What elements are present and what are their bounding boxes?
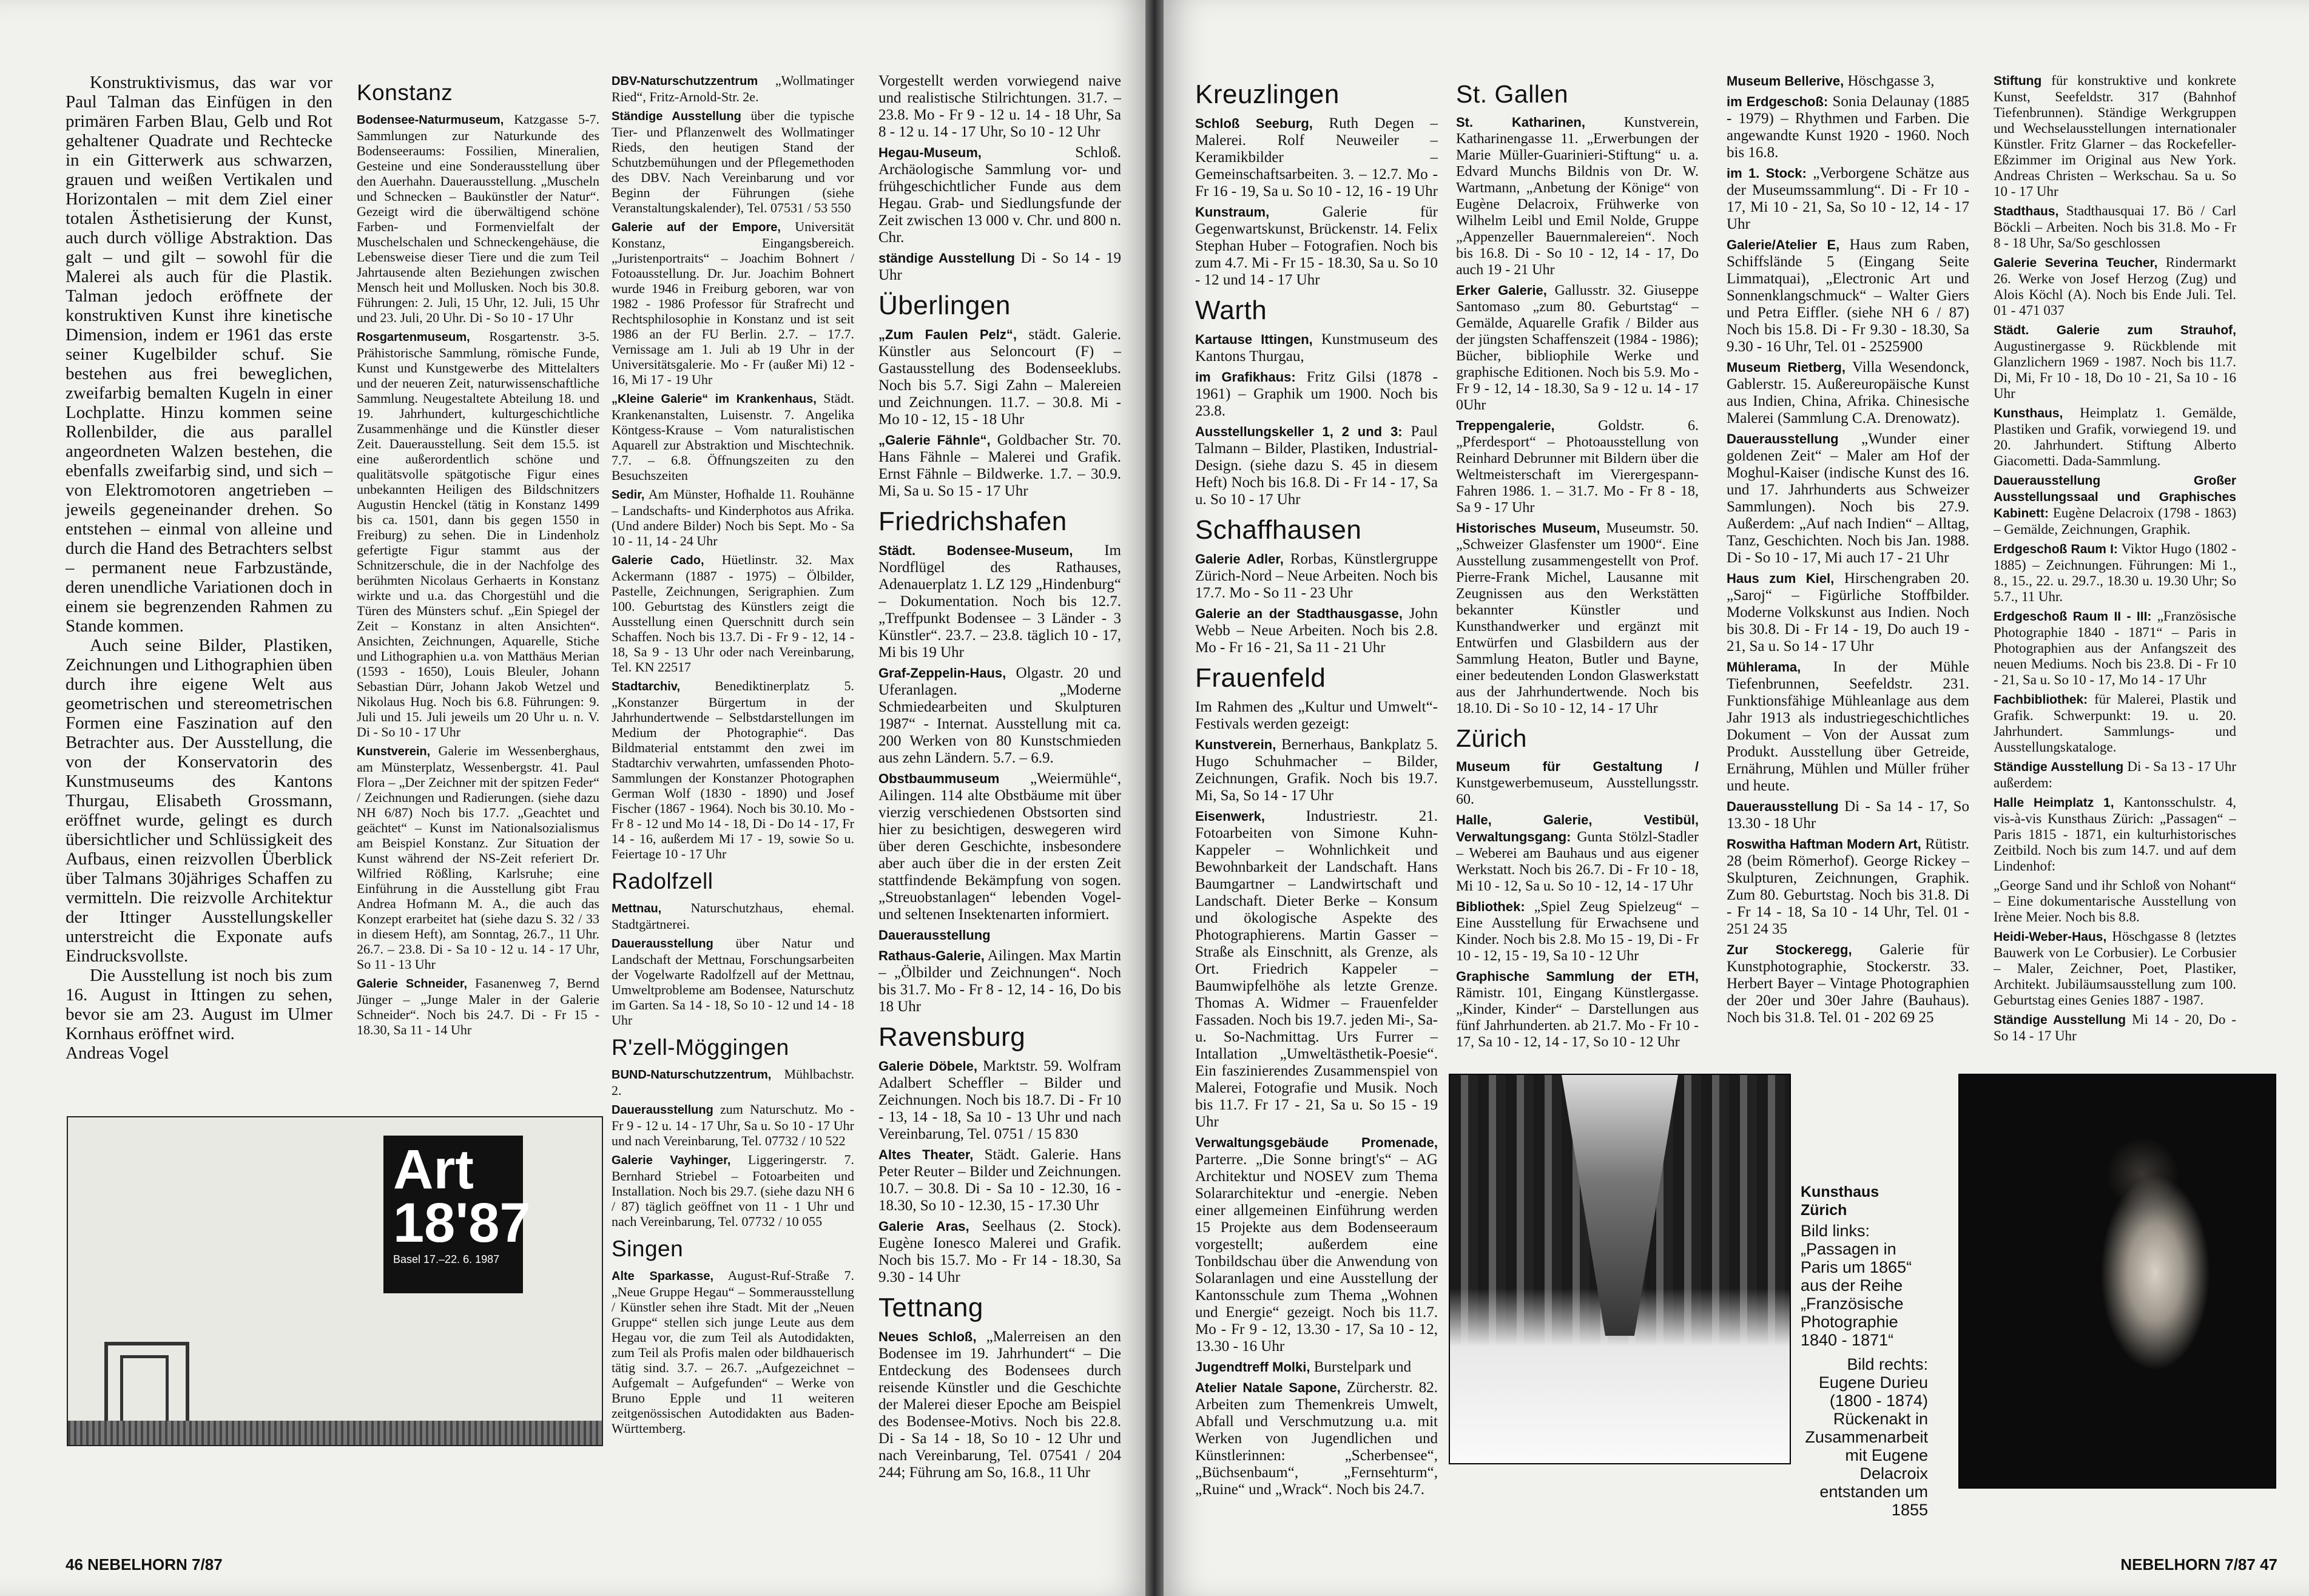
venue-details: Gunta Stölzl-Stadler – Weberei am Bauhaus und aus eigener Werkstatt. Noch bis 26.7. Di - Fr 10 - 18, Mi 10 - 12, Sa u. So 10 - 12, 14 - 17 Uhr xyxy=(1456,829,1699,894)
listing-column-stgallen xyxy=(1456,73,1699,1054)
intro-paragraph: Konstruktivismus, das war vor Paul Talman das Einfügen in den primären Farben Blau, Gelb und Rot gehaltener Quadrate und Rechtecke in ein Gitterwerk aus schwarzen, grauen und weißen Vertikalen und Horizontalen – mit dem Ziel einer totalen Ästhetisierung der Kunst, auch durch völlige Abstraktion. Das galt – und gilt – sowohl für die Malerei als auch für die Plastik. Talman jedoch eröffnete der konstruktiven Kunst ihre kinetische Dimension, indem er 1961 das erste seiner Kugelbilder schuf. Sie bestehen aus frei beweglichen, zweifarbig bemalten Kugeln in einer Lochplatte. Hinzu kommen seine Rollenbilder, die aus parallel angeordneten Walzen bestehen, die ebenfalls zweifarbig sind, und sich – von Elektromotoren angetrieben – jeweils gegeneinander drehen. So entstehen – einmal von alleine und durch die Hand des Betrachters selbst – permanent neue Farbzustände, deren unendliche Variationen doch in einem sie begrenzenden Rahmen zu Stande kommen. xyxy=(66,73,332,636)
venue-name: im 1. Stock: xyxy=(1727,166,1807,181)
venue-details: Stadthausquai 17. Bö / Carl Böckli – Arbeiten. Noch bis 31.8. Mo - Fr 8 - 18 Uhr, Sa/So geschlossen xyxy=(1994,203,2236,251)
listing-entry xyxy=(1195,331,1438,365)
venue-name: Haus zum Kiel, xyxy=(1727,571,1835,586)
intro-article xyxy=(66,73,332,1063)
venue-details: Liggeringerstr. 7. Bernhard Striebel – Fotoarbeiten und Installation. Noch bis 29.7. (siehe dazu NH 6 / 87) täglich geöffnet von 11 - 1 Uhr und nach Vereinbarung, Tel. 07732 / 10 055 xyxy=(612,1152,854,1229)
venue-name: Historisches Museum, xyxy=(1456,520,1600,536)
listing-entry xyxy=(1456,114,1699,278)
venue-details: Viktor Hugo (1802 - 1885) – Zeichnungen. Führungen: Mi 1., 8., 15., 22. u. 29.7., 18.30 u. 19.30 Uhr; So 5.7., 11 Uhr. xyxy=(1994,541,2236,604)
caption-left: Bild links: „Passagen in Paris um 1865“ aus der Reihe „Französische Photographie 1840 - 1871“ xyxy=(1801,1222,1912,1349)
venue-details: Goldbacher Str. 70. Hans Fähnle – Malerei und Grafik. Ernst Fähnle – Bildwerke. 1.7. – 30.9. Mi, Sa u. So 15 - 17 Uhr xyxy=(878,432,1121,499)
venue-details: Städt. Galerie. Hans Peter Reuter – Bilder und Zeichnungen. 10.7. – 30.8. Di - Sa 10 - 12.30, 16 - 18.30, So 10 - 12.30, 15 - 17.30 Uhr xyxy=(878,1146,1121,1214)
venue-details: Paul Talmann – Bilder, Plastiken, Industrial-Design. (siehe dazu S. 45 in diesem Heft) Noch bis 16.8. Di - Fr 14 - 17, Sa u. So 10 - 17 Uhr xyxy=(1195,423,1438,508)
venue-name: Museum Rietberg, xyxy=(1727,360,1846,375)
venue-details: Hüetlinstr. 32. Max Ackermann (1887 - 1975) – Ölbilder, Pastelle, Zeichnungen, Serigraphien. Zum 100. Geburtstag des Künstlers zeigt die Ausstellung einen Querschnitt durch sein Schaffen. Noch bis 13.7. Di - Fr 9 - 12, 14 - 18, Sa 9 - 13 Uhr oder nach Vereinbarung, Tel. KN 22517 xyxy=(612,552,854,675)
city-heading: Zürich xyxy=(1456,724,1527,752)
listing-entry xyxy=(1195,1359,1438,1376)
listing-entry xyxy=(1727,359,1969,427)
venue-name: Kunstverein, xyxy=(1195,737,1276,752)
venue-name: Neues Schloß, xyxy=(878,1329,977,1344)
venue-name: „Kleine Galerie“ im Krankenhaus, xyxy=(612,392,817,406)
venue-name: Bodensee-Naturmuseum, xyxy=(357,113,504,127)
listing-entry xyxy=(1456,898,1699,965)
listing-entry xyxy=(612,391,854,483)
venue-details: Mühlbachstr. 2. xyxy=(612,1066,854,1098)
venue-details: Seelhaus (2. Stock). Eugène Ionesco Malerei und Grafik. Noch bis 15.7. Mo - Fr 14 - 18.30, Sa 9.30 - 14 Uhr xyxy=(878,1218,1121,1285)
listing-entry xyxy=(878,1058,1121,1143)
venue-name: St. Katharinen, xyxy=(1456,115,1585,130)
gutter xyxy=(1145,0,1164,1596)
listing-entry xyxy=(1195,736,1438,804)
venue-name: Alte Sparkasse, xyxy=(612,1270,714,1283)
venue-name: Galerie an der Stadthausgasse, xyxy=(1195,606,1403,621)
venue-details: Galerie im Wessenberghaus, am Münsterplatz, Wessenbergstr. 41. Paul Flora – „Der Zeichner mit der spitzen Feder“ / Zeichnungen und Radierungen. (siehe dazu NH 6/87) Noch bis 17.7. „Geachtet und geächtet“ – Kunst im Nationalsozialismus am Beispiel Konstanz. Zur Situation der Kunst während der NS-Zeit referiert Dr. Wilfried Rößling, Karlsruhe; eine Einführung in die Ausstellung gibt Frau Andrea Hofmann M. A., die auch das Konzept erarbeitet hat (siehe dazu S. 32 / 33 in diesem Heft), am Sonntag, 26.7., 11 Uhr. 26.7. – 23.8. Di - Sa 10 - 12 u. 14 - 17 Uhr, So 11 - 13 Uhr xyxy=(357,743,599,972)
venue-details: Goldstr. 6. „Pferdesport“ – Photoausstellung von Reinhard Debrunner mit Bildern über die Weltmeisterschaft im Vierergespann-Fahren 1986. 1. – 31.7. Mo - Fr 8 - 18, Sa 9 - 17 Uhr xyxy=(1456,418,1699,516)
venue-name: Kunstraum, xyxy=(1195,204,1270,220)
city-heading: Friedrichshafen xyxy=(878,507,1067,536)
venue-name: Dauerausstellung xyxy=(1727,431,1839,446)
venue-details: Di - So 14 - 19 Uhr xyxy=(878,250,1121,283)
listing-column-ueberlingen xyxy=(878,73,1121,1485)
venue-details: Augustinergasse 9. Rückblende mit Glanzlichern 1969 - 1987. Noch bis 11.7. Di, Mi, Fr 10 - 18, Do 10 - 21, Sa 10 - 16 Uhr xyxy=(1994,338,2236,401)
city-heading: Singen xyxy=(612,1236,684,1261)
venue-name: Ausstellungskeller 1, 2 und 3: xyxy=(1195,424,1403,439)
listing-entry xyxy=(1727,431,1969,567)
city-heading: Konstanz xyxy=(357,80,453,105)
venue-name: Hegau-Museum, xyxy=(878,145,982,160)
intro-paragraph: Auch seine Bilder, Plastiken, Zeichnungen und Lithographien üben durch ihre eigene Welt aus geometrischen und stereometrischen Formen eine Faszination auf den Betrachter aus. Der Ausstellung, die von der Konservatorin des Kunstmuseums des Kantons Thurgau, Elisabeth Grossmann, eröffnet wurde, gelingt es durch übersichtlicher und Schlüssigkeit des Aufbaus, einen reizvollen Überblick über Talmans 30jähriges Schaffen zu vermitteln. Die reizvolle Architektur der Ittinger Ausstellungskeller unterstreicht die Exponate aufs Eindrucksvollste. xyxy=(66,636,332,966)
listing-entry xyxy=(1195,1379,1438,1498)
venue-name: Städt. Bodensee-Museum, xyxy=(878,543,1073,558)
venue-details: Burstelpark und xyxy=(1313,1359,1412,1375)
venue-name: Mettnau, xyxy=(612,902,662,915)
city-heading: Tettnang xyxy=(878,1293,983,1322)
venue-name: Galerie Schneider, xyxy=(357,977,468,991)
venue-name: Sedir, xyxy=(612,488,645,502)
listing-entry xyxy=(1994,473,2236,537)
city-heading: Frauenfeld xyxy=(1195,663,1326,693)
venue-name: Dauerausstellung xyxy=(612,1103,713,1117)
venue-name: Graf-Zeppelin-Haus, xyxy=(878,665,1006,681)
venue-name: Mühlerama, xyxy=(1727,659,1801,675)
venue-details: Rosgartenstr. 3-5. Prähistorische Sammlung, römische Funde, Kunst und Kunstgewerbe des Mittelalters und der neueren Zeit, naturwissenschaftliche Sammlung. Neugestaltete Abteilung 18. und 19. Jahrhundert, kulturgeschichtliche Zusammenhänge und die Künstler dieser Zeit. Dauerausstellung. Seit dem 15.5. ist eine außerordentlich schöne und qualitätsvolle spätgotische Figur eines unbekannten Heiligen des Bildschnitzers Augustin Henckel (tätig in Konstanz 1499 bis ca. 1501, dann bis gegen 1550 in Freiburg) zu sehen. Die in Lindenholz gefertigte Figur stammt aus der Schnitzerschule, die in der Nachfolge des berühmten Nicolaus Gerhaerts in Konstanz wirkte und u.a. das Chorgestühl und die Türen des Münsters schuf. „Ein Spiegel der Zeit – Konstanz in alten Ansichten“. Ansichten, Zeichnungen, Aquarelle, Stiche und Lithographien u.a. von Matthäus Merian (1593 - 1650), Louis Bleuler, Johann Sebastian Dürr, Johann Jakob Wetzel und Nikolaus Hug. Noch bis 6.8. Führungen: 9. Juli und 15. Juli jeweils um 20 Uhr u. n. V. Di - So 10 - 17 Uhr xyxy=(357,329,599,739)
venue-details: Di - Sa 14 - 17, So 13.30 - 18 Uhr xyxy=(1727,798,1969,832)
listing-entry xyxy=(1994,1012,2236,1044)
art-basel-poster xyxy=(67,1116,603,1446)
listing-column-kreuzlingen xyxy=(1195,73,1438,1502)
listing-entry xyxy=(1727,237,1969,355)
venue-name: Stadtarchiv, xyxy=(612,680,680,693)
venue-name: Dauerausstellung Großer Ausstellungssaal und Graphisches Kabinett: xyxy=(1994,474,2236,520)
venue-details: Schloß. Archäologische Sammlung vor- und frühgeschichtlicher Funde aus dem Hegau. Grab- und Siedlungsfunde der Zeit zwischen 13 000 v. Chr. und 800 n. Chr. xyxy=(878,144,1121,246)
listing-column-bellerive xyxy=(1727,73,1969,1030)
venue-details: Galerie für Kunstphotographie, Stockerstr. 33. Herbert Bayer – Vintage Photographien der 20er und 30er Jahre (Bauhaus). Noch bis 31.8. Tel. 01 - 202 69 25 xyxy=(1727,941,1969,1026)
listing-entry xyxy=(878,542,1121,661)
venue-details: Im Rahmen des „Kultur und Umwelt“-Festivals werden gezeigt: xyxy=(1195,699,1438,732)
venue-name: Jugendtreff Molki, xyxy=(1195,1359,1310,1375)
venue-name: Galerie Adler, xyxy=(1195,551,1284,567)
listing-entry xyxy=(1727,93,1969,161)
city-heading: Kreuzlingen xyxy=(1195,79,1340,109)
venue-details: Olgastr. 20 und Uferanlagen. „Moderne Schmiedearbeiten und Skulpturen 1987“ - Internat. Ausstellung mit ca. 200 Werken von 80 Kunstschmieden aus zehn Ländern. 5.7. – 6.9. xyxy=(878,665,1121,766)
listing-entry xyxy=(878,1146,1121,1214)
venue-details: Museumstr. 50. „Schweizer Glasfenster um 1900“. Eine Ausstellung zusammengestellt von Prof. Pierre-Frank Michel, Lausanne mit Zeugnissen aus den Werkstätten bekannter Künstler und Kunsthandwerker und ergänzt mit Entwürfen und Glasbildern aus der Sammlung Heaton, Butler und Bayne, einer bedeutenden London Glaswerkstatt aus der Jahrhundertwende. Noch bis 18.10. Di - So 10 - 12, 14 - 17 Uhr xyxy=(1456,520,1699,716)
venue-name: im Erdgeschoß: xyxy=(1727,94,1829,109)
venue-name: Galerie Döbele, xyxy=(878,1059,977,1074)
venue-details: Universität Konstanz, Eingangsbereich. „Juristenportraits“ – Joachim Bohnert / Fotoausstellung. Dr. Jur. Joachim Bohnert wurde 1946 in Freiburg geboren, war von 1982 - 1986 Professor für Strafrecht und Rechtsphilosophie in Konstanz und ist seit 1986 an der FU Berlin. 2.7. – 17.7. Vernissage am 1. Juli ab 19 Uhr in der Universitätsgalerie. Mo - Fr (außer Mi) 12 - 16, Mi 17 - 19 Uhr xyxy=(612,219,854,387)
venue-details: Gallusstr. 32. Giuseppe Santomaso „zum 80. Geburtstag“ – Gemälde, Aquarelle Grafik / Bilder aus der jüngsten Schaffenszeit (1984 - 1986); Bücher, bibliophile Werke und graphische Editionen. Noch bis 5.9. Mo - Fr 9 - 12, 14 - 18.30, Sa 9 - 12 u. 14 - 17 0Uhr xyxy=(1456,283,1699,413)
venue-details: „Wollmatinger Ried“, Fritz-Arnold-Str. 2e. xyxy=(612,73,854,104)
caption-head: Kunsthaus Zürich xyxy=(1801,1184,1879,1219)
venue-name: Dauerausstellung xyxy=(612,937,713,951)
venue-name: Ständige Ausstellung xyxy=(1994,760,2124,774)
venue-name: Altes Theater, xyxy=(878,1147,974,1162)
caption-right: Bild rechts: Eugene Durieu (1800 - 1874) Rückenakt in Zusammenarbeit mit Eugene Delacroix entstanden um 1855 xyxy=(1805,1355,1928,1519)
venue-details: Katzgasse 5-7. Sammlungen zur Naturkunde des Bodenseeraums: Fossilien, Mineralien, Gesteine und eine Sonderausstellung über den Auerhahn. Dauerausstellung. „Muscheln und Schnecken – Baukünstler der Natur“. Gezeigt wird die überwältigend schöne Farben- und Formenvielfalt der Muschelschalen und Schneckengehäuse, die Lebensweise dieser Tiere und die zum Teil Jahrtausende alten Beziehungen zwischen Mensch heit und Mollusken. Noch bis 30.8. Führungen: 2. Juli, 15 Uhr, 12. Juli, 15 Uhr und 23. Juli, 20 Uhr. Di - So 10 - 17 Uhr xyxy=(357,112,599,325)
venue-name: „Zum Faulen Pelz“, xyxy=(878,327,1017,342)
listing-entry xyxy=(1195,808,1438,1131)
listing-entry xyxy=(612,108,854,215)
listing-entry xyxy=(1456,417,1699,516)
listing-entry xyxy=(1195,605,1438,656)
page-number: 47 xyxy=(2260,1555,2277,1574)
venue-details: August-Ruf-Straße 7. „Neue Gruppe Hegau“ – Sommerausstellung / Künstler sehen ihre Stadt. Mit der „Neuen Gruppe“ stellen sich junge Leute aus dem Hegau vor, die zum Teil als Autodidakten, zum Teil als Profis malen oder bildhauerisch tätig sind. 3.7. – 26.7. „Aufgezeichnet – Aufgemalt – Aufgefunden“ – Werke von Bruno Epple und 11 weiteren zeitgenössischen Autodidakten aus Baden-Württemberg. xyxy=(612,1268,854,1436)
listing-entry xyxy=(1195,369,1438,420)
venue-name: Erdgeschoß Raum II - III: xyxy=(1994,610,2152,624)
poster-doorway xyxy=(104,1342,189,1421)
listing-entry xyxy=(1456,968,1699,1051)
venue-details: „Französische Photographie 1840 - 1871“ – Paris in Photographien aus der Anfangszeit des neuen Mediums. Noch bis 23.8. Di - Fr 10 - 21, Sa u. So 10 - 17, Mo 14 - 17 Uhr xyxy=(1994,608,2236,687)
listing-entry xyxy=(612,219,854,387)
city-heading: Schaffhausen xyxy=(1195,515,1362,545)
passage-vault xyxy=(1547,1075,1693,1336)
listing-entry xyxy=(1994,759,2236,791)
venue-name: Galerie auf der Empore, xyxy=(612,221,781,234)
venue-details: Rütistr. 28 (beim Römerhof). George Rickey – Skulpturen, Zeichnungen, Graphik. Zum 80. Geburtstag. Noch bis 31.8. Di - Fr 14 - 18, Sa 10 - 14 Uhr, Tel. 01 - 251 24 35 xyxy=(1727,836,1969,937)
venue-details: zum Naturschutz. Mo - Fr 9 - 12 u. 14 - 17 Uhr, Sa u. So 10 - 17 Uhr und nach Vereinbarung, Tel. 07732 / 10 522 xyxy=(612,1102,854,1148)
venue-name: Stiftung xyxy=(1994,74,2042,88)
listing-entry xyxy=(1456,812,1699,895)
venue-details: Vorgestellt werden vorwiegend naive und realistische Stilrichtungen. 31.7. – 23.8. Mo - Fr 9 - 12 u. 14 - 18 Uhr, Sa 8 - 12 u. 14 - 17 Uhr, So 10 - 12 Uhr xyxy=(878,73,1121,140)
venue-details: Haus zum Raben, Schiffslände 5 (Eingang Seite Limmatquai), „Electronic Art und Sonnenklangschmuck“ – Walter Giers und Petra Eiffler. (siehe NH 6 / 87) Noch bis 15.8. Di - Fr 9.30 - 18.30, Sa 9.30 - 16 Uhr, Tel. 01 - 2525900 xyxy=(1727,237,1969,355)
venue-details: Hirschengraben 20. „Saroj“ – Figürliche Stoffbilder. Moderne Volkskunst aus Indien. Noch bis 30.8. Di - Fr 14 - 19, Do auch 19 - 21, Sa u. So 14 - 17 Uhr xyxy=(1727,570,1969,655)
poster-floor xyxy=(68,1421,602,1445)
venue-details: Mi 14 - 20, Do - So 14 - 17 Uhr xyxy=(1994,1012,2236,1043)
venue-details: Naturschutzhaus, ehemal. Stadtgärtnerei. xyxy=(612,900,854,932)
venue-name: Fachbibliothek: xyxy=(1994,693,2088,707)
listing-entry xyxy=(878,948,1121,1015)
venue-name: Städt. Galerie zum Strauhof, xyxy=(1994,323,2236,337)
venue-details: Bernerhaus, Bankplatz 5. Hugo Schuhmacher – Bilder, Zeichnungen, Grafik. Noch bis 19.7. Mi, Sa, So 14 - 17 Uhr xyxy=(1195,736,1438,804)
venue-name: Museum für Gestaltung / xyxy=(1456,759,1699,774)
listing-entry xyxy=(878,144,1121,246)
venue-name: Kartause Ittingen, xyxy=(1195,332,1313,347)
venue-name: Museum Bellerive, xyxy=(1727,73,1844,89)
listing-entry xyxy=(878,326,1121,428)
venue-details: In der Mühle Tiefenbrunnen, Seefeldstr. 231. Funktionsfähige Mühleanlage aus dem Jahr 1913 als industriegeschichtliches Dokument – Von der Aussat zum Produkt. Ausstellung über Getreide, Ernährung, Mühlen und Müller früher und heute. xyxy=(1727,659,1969,794)
listing-entry xyxy=(612,935,854,1028)
listing-entry xyxy=(878,1328,1121,1481)
venue-details: Höschgasse 3, xyxy=(1847,73,1935,89)
listing-entry xyxy=(1994,795,2236,874)
venue-name: Verwaltungsgebäude Promenade, xyxy=(1195,1135,1438,1150)
venue-details: Fritz Gilsi (1878 - 1961) – Graphik um 1900. Noch bis 23.8. xyxy=(1195,369,1438,419)
listing-entry xyxy=(1456,520,1699,717)
venue-details: Benediktinerplatz 5. „Konstanzer Bürgertum in der Jahrhundertwende – Selbstdarstellungen im Medium der Photographie“. Das Bildmaterial entstammt den zwei im Stadtarchiv verwahrten, umfassenden Photo-Sammlungen der Konstanzer Photographen German Wolf (1830 - 1890) und Josef Fischer (1867 - 1964). Noch bis 30.10. Mo - Fr 8 - 12 und Mo 14 - 18, Di - Do 14 - 17, Fr 14 - 16, außerdem Mi 17 - 19, sowie So u. Feiertage 10 - 17 Uhr xyxy=(612,678,854,861)
venue-name: Dauerausstellung xyxy=(878,928,991,943)
venue-name: Galerie Aras, xyxy=(878,1219,969,1234)
venue-name: Galerie Vayhinger, xyxy=(612,1154,731,1167)
listing-entry xyxy=(357,329,599,739)
venue-name: Rosgartenmuseum, xyxy=(357,331,470,344)
venue-details: Parterre. „Die Sonne bringt's“ – AG Architektur und NOSEV zum Thema Solararchitektur und -energie. Neben einer allgemeinen Einführung werden 15 Projekte aus dem Bodenseeraum vorgestellt; außerdem eine Tonbildschau über die Anwendung von Solaranlagen und eine Ausstellung der Kantonsschule zum Thema „Wohnen und Energie“ gezeigt. Noch bis 11.7. Mo - Fr 9 - 12, 13.30 - 17, Sa 10 - 12, 13.30 - 16 Uhr xyxy=(1195,1151,1438,1355)
magazine-issue: NEBELHORN 7/87 xyxy=(87,1555,223,1574)
listing-entry xyxy=(1195,204,1438,289)
poster-frame xyxy=(383,1136,531,1293)
photo-caption xyxy=(1801,1183,1928,1519)
venue-name: Halle, Galerie, Vestibül, Verwaltungsgang: xyxy=(1456,812,1699,844)
venue-details: Im Nordflügel des Rathauses, Adenauerplatz 1. LZ 129 „Hindenburg“ – Dokumentation. Noch bis 12.7. „Treffpunkt Bodensee – 3 Länder - 3 Künstler“. 23.7. – 23.8. täglich 10 - 17, Mi bis 19 Uhr xyxy=(878,542,1121,661)
listing-entry xyxy=(1456,758,1699,808)
venue-name: Treppengalerie, xyxy=(1456,418,1555,433)
listing-entry xyxy=(357,975,599,1037)
venue-name: im Grafikhaus: xyxy=(1195,369,1296,385)
venue-name: ständige Ausstellung xyxy=(878,251,1015,266)
venue-details: Galerie für Gegenwartskunst, Brückenstr. 14. Felix Stephan Huber – Fotografien. Noch bis zum 4.7. Mi - Fr 15 - 18.30, Sa u. So 10 - 12 und 14 - 17 Uhr xyxy=(1195,204,1438,288)
city-heading: Radolfzell xyxy=(612,869,713,894)
venue-name: DBV-Naturschutzzentrum xyxy=(612,75,758,88)
author: Andreas Vogel xyxy=(66,1043,169,1063)
venue-name: Zur Stockeregg, xyxy=(1727,942,1852,957)
venue-details: Ailingen. Max Martin – „Ölbilder und Zeichnungen“. Noch bis 31.7. Mo - Fr 8 - 12, 14 - 16, Do bis 18 Uhr xyxy=(878,948,1121,1015)
listing-entry xyxy=(357,112,599,325)
listing-entry xyxy=(1994,255,2236,318)
venue-details: „Verborgene Schätze aus der Museumssammlung“. Di - Fr 10 - 17, Mi 10 - 21, Sa, So 10 - 12, 14 - 17 Uhr xyxy=(1727,165,1969,232)
venue-details: Kantonsschulstr. 4, vis-à-vis Kunsthaus Zürich: „Passagen“ – Paris 1815 - 1871, ein kulturhistorisches Zeitbild. Noch bis zum 14.7. und auf dem Lindenhof: xyxy=(1994,795,2236,874)
poster-title: Art 18'87 xyxy=(393,1139,531,1254)
listing-entry xyxy=(1727,165,1969,233)
listing-entry xyxy=(1994,73,2236,200)
listing-entry xyxy=(612,1066,854,1098)
venue-details: für konstruktive und konkrete Kunst, Seefeldstr. 317 (Bahnhof Tiefenbrunnen). Ständige Werkgruppen und Wechselausstellungen internationaler Künstler. Fritz Glarner – das Rockefeller-Eßzimmer im Original aus New York. Andreas Christen – Werkschau. Sa u. So 10 - 17 Uhr xyxy=(1994,73,2236,199)
venue-details: Rorbas, Künstlergruppe Zürich-Nord – Neue Arbeiten. Noch bis 17.7. Mo - So 11 - 23 Uhr xyxy=(1195,551,1438,601)
venue-name: Rathaus-Galerie, xyxy=(878,948,985,963)
listing-column-konstanz xyxy=(357,73,599,1041)
listing-entry xyxy=(1727,73,1969,90)
venue-details: Eugène Delacroix (1798 - 1863) – Gemälde, Zeichnungen, Graphik. xyxy=(1994,505,2236,537)
listing-entry xyxy=(1727,659,1969,795)
venue-details: Industriestr. 21. Fotoarbeiten von Simone Kuhn-Kappeler – Wohnlichkeit und Bewohnbarkeit der Landschaft. Hans Baumgartner – Landwirtschaft und Landschaft. Dieter Berke – Konsum und ökologische Aspekte des Photographierens. Martin Gasser – Straße als Einschnitt, als Grenze, als Ort. Friedrich Kappeler – Baumwipfelhöhe als letzte Grenze. Thomas A. Widmer – Frauenfelder Fassaden. Noch bis 19.7. jeden Mi-, Sa- u. So-Nachmittag. Urs Furrer – Intallation „Umweltästhetik-Poesie“. Ein faszinierendes Zusammenspiel von Malerei, Fotografie und Musik. Noch bis 11.7. Fr 17 - 21, Sa u. So 15 - 19 Uhr xyxy=(1195,808,1438,1130)
listing-entry xyxy=(878,1218,1121,1286)
city-heading: St. Gallen xyxy=(1456,80,1569,108)
venue-details: über die typische Tier- und Pflanzenwelt des Wollmatinger Rieds, den heutigen Stand der Schutzbemühungen und der Pflegemethoden des DBV. Nach Vereinbarung und vor Beginn der Führungen (siehe Veranstaltungskalender), Tel. 07531 / 53 550 xyxy=(612,108,854,215)
listing-column-stiftung xyxy=(1994,73,2236,1048)
venue-details: Kunstmuseum des Kantons Thurgau, xyxy=(1195,331,1438,365)
venue-name: BUND-Naturschutzzentrum, xyxy=(612,1068,772,1082)
listing-entry xyxy=(612,1268,854,1436)
venue-name: Galerie/Atelier E, xyxy=(1727,237,1840,252)
nude-photo xyxy=(1958,1074,2276,1489)
venue-details: für Malerei, Plastik und Grafik. Schwerpunkt: 19. u. 20. Jahrhundert. Sammlungs- und Ausstellungskataloge. xyxy=(1994,692,2236,755)
venue-details: „Weiermühle“, Ailingen. 114 alte Obstbäume mit über vierzig verschiedenen Obstsorten sind hier zu besichtigen, deswegeren wird über deren Geschichte, insbesondere aber auch über die in der ersten Zeit stattfindende Bekämpfung von sogen. „Streuobstanlagen“ lebenden Vogel- und seltenen Insektenarten informiert. xyxy=(878,770,1121,923)
venue-details: Städt. Krankenanstalten, Luisenstr. 7. Angelika Köntgess-Krause – Vom naturalistischen Aquarell zur Abstraktion und Mischtechnik. 7.7. – 6.8. Öffnungszeiten zu den Besuchszeiten xyxy=(612,391,854,483)
listing-entry xyxy=(612,73,854,104)
listing-entry xyxy=(1994,878,2236,925)
venue-name: Ständige Ausstellung xyxy=(612,110,741,123)
listing-entry xyxy=(1994,608,2236,688)
venue-details: „Spiel Zeug Spielzeug“ – Eine Ausstellung für Erwachsene und Kinder. Noch bis 2.8. Mo 15 - 19, Di - Fr 10 - 12, 15 - 19, Sa 10 - 12 Uhr xyxy=(1456,899,1699,964)
venue-details: Am Münster, Hofhalde 11. Rouhänne – Landschafts- und Kinderphotos aus Afrika. (Und andere Bilder) Noch bis Sept. Mo - Sa 10 - 11, 14 - 24 Uhr xyxy=(612,487,854,548)
venue-name: Roswitha Haftman Modern Art, xyxy=(1727,837,1921,852)
venue-details: städt. Galerie. Künstler aus Seloncourt (F) – Gastausstellung des Bodenseeklubs. Noch bis 5.7. Sigi Zahn – Malereien und Zeichnungen. 11.7. – 30.8. Mi - Mo 10 - 12, 15 - 18 Uhr xyxy=(878,326,1121,428)
listing-entry xyxy=(1195,1134,1438,1355)
passage-photo xyxy=(1449,1074,1791,1464)
magazine-issue: NEBELHORN 7/87 xyxy=(2120,1555,2256,1574)
venue-details: „George Sand und ihr Schloß von Nohant“ – Eine dokumentarische Ausstellung von Irène Meier. Noch bis 8.8. xyxy=(1994,878,2236,924)
intro-paragraph: Die Ausstellung ist noch bis zum 16. August in Ittingen zu sehen, bevor sie am 23. August im Ulmer Kornhaus eröffnet wird. xyxy=(66,966,332,1043)
listing-entry xyxy=(878,927,1121,944)
venue-name: Erdgeschoß Raum I: xyxy=(1994,542,2118,556)
listing-entry xyxy=(878,250,1121,284)
venue-details: Rämistr. 101, Eingang Künstlergasse. „Kinder, Kinder“ – Darstellungen aus fünf Jahrhunderten. ab 21.7. Mo - Fr 10 - 17, Sa 10 - 12, 14 - 17, So 10 - 12 Uhr xyxy=(1456,985,1699,1050)
listing-entry xyxy=(878,73,1121,141)
listing-column-dbv xyxy=(612,73,854,1439)
city-heading: Überlingen xyxy=(878,291,1011,320)
venue-name: Stadthaus, xyxy=(1994,204,2059,218)
venue-name: „Galerie Fähnle“, xyxy=(878,433,991,448)
venue-name: Bibliothek: xyxy=(1456,899,1525,914)
listing-entry xyxy=(1994,929,2236,1008)
listing-entry xyxy=(612,900,854,932)
venue-details: Sonia Delaunay (1885 - 1979) – Rhythmen und Farben. Die angewandte Kunst 1920 - 1960. Noch bis 16.8. xyxy=(1727,93,1969,161)
city-heading: R'zell-Möggingen xyxy=(612,1035,789,1060)
footer-right xyxy=(2120,1555,2277,1574)
venue-details: Rindermarkt 26. Werke von Josef Herzog (Zug) und Alois Köchl (A). Noch bis Ende Juli. Tel. 01 - 471 037 xyxy=(1994,255,2236,318)
listing-entry xyxy=(612,487,854,548)
listing-entry xyxy=(1727,570,1969,655)
venue-name: Schloß Seeburg, xyxy=(1195,116,1313,131)
listing-entry xyxy=(878,770,1121,923)
listing-entry xyxy=(878,665,1121,767)
venue-details: John Webb – Neue Arbeiten. Noch bis 2.8. Mo - Fr 16 - 21, Sa 11 - 21 Uhr xyxy=(1195,605,1438,656)
venue-name: Heidi-Weber-Haus, xyxy=(1994,930,2107,944)
footer-left xyxy=(66,1555,223,1574)
venue-name: Galerie Severina Teucher, xyxy=(1994,256,2158,270)
left-page xyxy=(0,0,1145,1596)
city-heading: Ravensburg xyxy=(878,1022,1026,1052)
listing-entry xyxy=(357,743,599,972)
venue-details: Ruth Degen – Malerei. Rolf Neuweiler – Keramikbilder – Gemeinschaftsarbeiten. 3. – 12.7. Mo - Fr 16 - 19, Sa u. So 10 - 12, 16 - 19 Uhr xyxy=(1195,115,1438,200)
listing-entry xyxy=(1456,282,1699,414)
listing-entry xyxy=(1195,115,1438,200)
listing-entry xyxy=(612,678,854,861)
venue-details: Zürcherstr. 82. Arbeiten zum Themenkreis Umwelt, Abfall und Verschmutzung u.a. mit Werken von Jugendlichen und Künstlerinnen: „Scherbensee“, „Büchsenbaum“, „Fernsehturm“, „Ruine“ und „Wrack“. Noch bis 24.7. xyxy=(1195,1379,1438,1498)
venue-name: Ständige Ausstellung xyxy=(1994,1013,2126,1027)
venue-details: Kunstgewerbemuseum, Ausstellungsstr. 60. xyxy=(1456,775,1699,807)
venue-name: Galerie Cado, xyxy=(612,554,704,567)
listing-entry xyxy=(1195,551,1438,602)
listing-entry xyxy=(1994,405,2236,469)
listing-entry xyxy=(1994,203,2236,251)
venue-details: Heimplatz 1. Gemälde, Plastiken und Grafik, vorwiegend 19. und 20. Jahrhundert. Stiftung Alberto Giacometti. Dada-Sammlung. xyxy=(1994,405,2236,468)
venue-details: Fasanenweg 7, Bernd Jünger – „Junge Maler in der Galerie Schneider“. Noch bis 24.7. Di - Fr 15 - 18.30, Sa 11 - 14 Uhr xyxy=(357,975,599,1037)
venue-details: „Malerreisen an den Bodensee im 19. Jahrhundert“ – Die Entdeckung des Bodensees durch reisende Künstler und die Geschichte der Malerei dieser Epoche am Beispiel des Bodensee-Motivs. Noch bis 22.8. Di - Sa 14 - 18, So 10 - 12 Uhr und nach Vereinbarung, Tel. 07541 / 204 244; Führung am So, 16.8., 11 Uhr xyxy=(878,1328,1121,1481)
listing-entry xyxy=(1727,798,1969,832)
listing-entry xyxy=(612,1102,854,1148)
venue-name: Halle Heimplatz 1, xyxy=(1994,796,2114,810)
venue-details: über Natur und Landschaft der Mettnau, Forschungsarbeiten der Vogelwarte Radolfzell auf der Mettnau, Umweltprobleme am Bodensee, Naturschutz im Garten. Sa 14 - 18, So 10 - 12 und 14 - 18 Uhr xyxy=(612,935,854,1028)
page-number: 46 xyxy=(66,1555,83,1574)
venue-details: Marktstr. 59. Wolfram Adalbert Scheffler – Bilder und Zeichnungen. Noch bis 18.7. Di - Fr 10 - 13, 14 - 18, Sa 10 - 13 Uhr und nach Vereinbarung, Tel. 0751 / 15 830 xyxy=(878,1058,1121,1142)
right-page xyxy=(1164,0,2309,1596)
venue-name: Obstbaummuseum xyxy=(878,771,1000,786)
venue-details: Kunstverein, Katharinengasse 11. „Erwerbungen der Marie Müller-Guarinieri-Stiftung“ u. a. Edvard Munchs Bildnis von Dr. W. Wartmann, „Anbetung der Könige“ von Eugène Delacroix, Frühwerke von Wilhelm Leibl und Emil Nolde, Gruppe „Appenzeller Bauernmalereien“. Noch bis 16.8. Di - So 10 - 12, 14 - 17, Do auch 19 - 21 Uhr xyxy=(1456,115,1699,278)
listing-entry xyxy=(1727,836,1969,938)
venue-name: Erker Galerie, xyxy=(1456,283,1547,298)
poster-dates: Basel 17.–22. 6. 1987 xyxy=(393,1253,500,1265)
listing-entry xyxy=(878,432,1121,500)
venue-name: Dauerausstellung xyxy=(1727,799,1839,814)
listing-entry xyxy=(1195,423,1438,508)
listing-entry xyxy=(612,552,854,675)
venue-details: Di - Sa 13 - 17 Uhr außerdem: xyxy=(1994,759,2236,790)
venue-name: Graphische Sammlung der ETH, xyxy=(1456,969,1699,984)
listing-entry xyxy=(612,1152,854,1229)
venue-name: Atelier Natale Sapone, xyxy=(1195,1380,1341,1395)
listing-entry xyxy=(1195,699,1438,733)
listing-entry xyxy=(1994,322,2236,402)
listing-entry xyxy=(1727,941,1969,1026)
venue-details: Villa Wesendonck, Gablerstr. 15. Außereuropäische Kunst aus Indien, China, Afrika. Chinesische Malerei (Sammlung C.A. Drenowatz). xyxy=(1727,359,1969,426)
listing-entry xyxy=(1994,692,2236,755)
venue-details: „Wunder einer goldenen Zeit“ – Maler am Hof der Moghul-Kaiser (indische Kunst des 16. und 17. Jahrhunderts aus Schweizer Sammlungen). Noch bis 27.9. Außerdem: „Auf nach Indien“ – Alltag, Tanz, Geschichten. Noch bis Jan. 1988. Di - So 10 - 17, Mi auch 17 - 21 Uhr xyxy=(1727,431,1969,566)
venue-name: Eisenwerk, xyxy=(1195,809,1265,824)
city-heading: Warth xyxy=(1195,295,1267,325)
venue-details: Höschgasse 8 (letztes Bauwerk von Le Corbusier). Le Corbusier – Maler, Zeichner, Poet, Plastiker, Architekt. Jubiläumsausstellung zum 100. Geburtstag eines Genies 1887 - 1987. xyxy=(1994,929,2236,1008)
listing-entry xyxy=(1994,541,2236,605)
venue-name: Kunstverein, xyxy=(357,745,431,758)
venue-name: Kunsthaus, xyxy=(1994,406,2063,420)
